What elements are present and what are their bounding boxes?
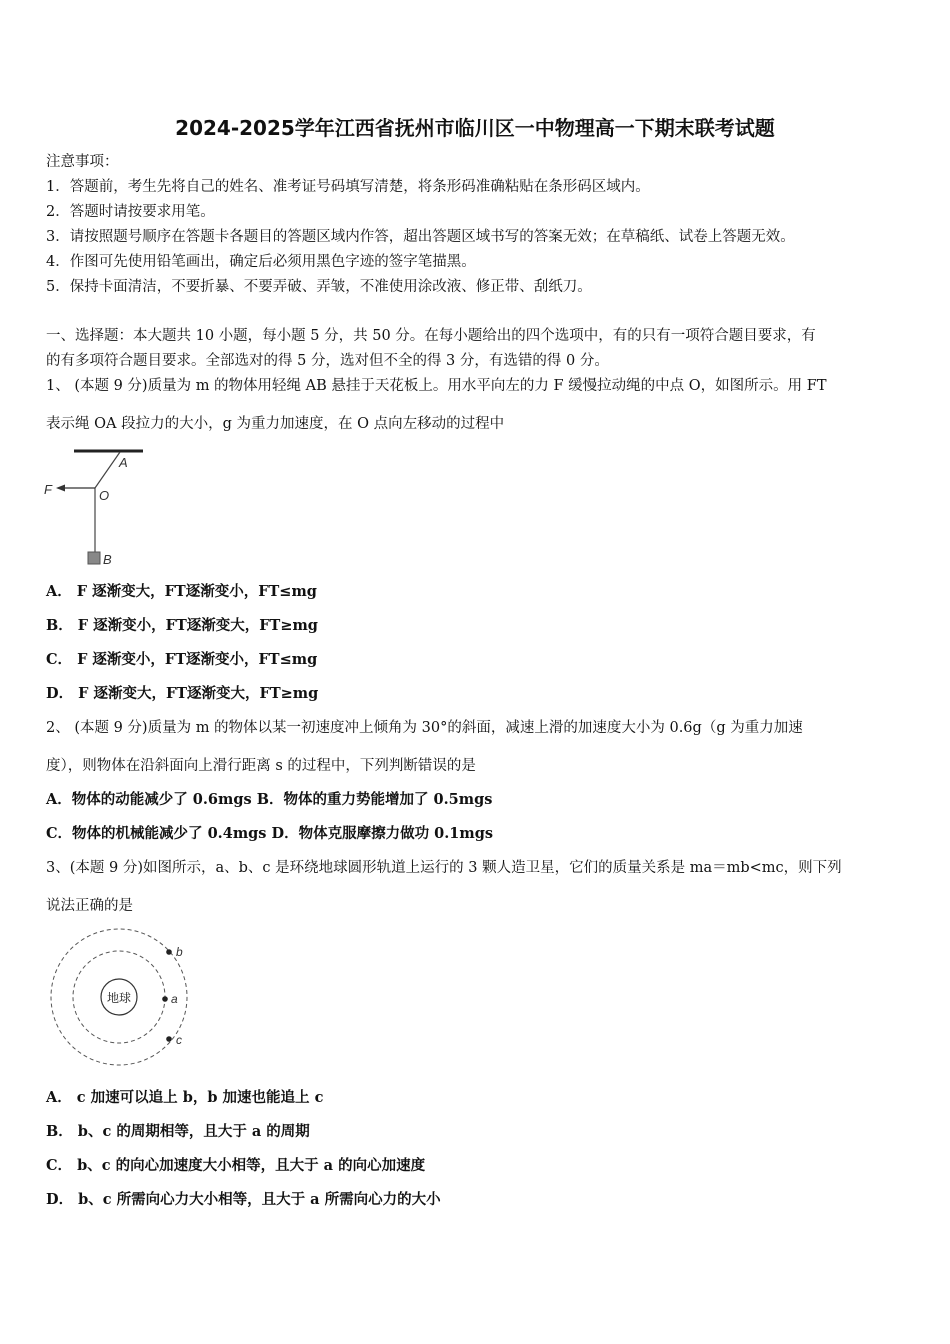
q1-option-a: A． F 逐渐变大，FT逐渐变小，FT≤mg	[46, 583, 317, 600]
q2-stem-line1: 2、 (本题 9 分)质量为 m 的物体以某一初速度冲上倾角为 30°的斜面，减速上滑的加速度大小为 0.6g（g 为重力加速	[46, 720, 803, 736]
notice-item: 3．请按照题号顺序在答题卡各题目的答题区域内作答，超出答题区域书写的答案无效；在草稿纸、试卷上答题无效。	[46, 229, 795, 245]
label-b: B	[103, 552, 112, 567]
q1-option-c: C． F 逐渐变小，FT逐渐变小，FT≤mg	[46, 651, 318, 668]
label-a: A	[119, 455, 128, 470]
q2-options-ab: A．物体的动能减少了 0.6mgs B．物体的重力势能增加了 0.5mgs	[46, 791, 493, 808]
section-intro-line2: 的有多项符合题目要求。全部选对的得 5 分，选对但不全的得 3 分，有选错的得 0 分。	[46, 353, 609, 369]
q3-figure	[44, 926, 194, 1068]
q3-option-c: C． b、c 的向心加速度大小相等，且大于 a 的向心加速度	[46, 1157, 426, 1174]
label-c: c	[176, 1033, 182, 1047]
page-title: 2024-2025学年江西省抚州市临川区一中物理高一下期末联考试题	[175, 116, 775, 140]
q3-stem-line1: 3、(本题 9 分)如图所示，a、b、c 是环绕地球圆形轨道上运行的 3 颗人造卫星，它们的质量关系是 ma＝mb<mc，则下列	[46, 860, 842, 876]
rope-oa	[95, 452, 120, 488]
satellite-b	[166, 949, 172, 955]
earth-label: 地球	[106, 991, 132, 1005]
mass-block	[88, 552, 100, 564]
q1-option-b: B． F 逐渐变小，FT逐渐变大，FT≥mg	[46, 617, 318, 634]
q1-option-d: D． F 逐渐变大，FT逐渐变大，FT≥mg	[46, 685, 319, 702]
notice-item: 1．答题前，考生先将自己的姓名、准考证号码填写清楚，将条形码准确粘贴在条形码区域内。	[46, 179, 650, 195]
notice-item: 4．作图可先使用铅笔画出，确定后必须用黑色字迹的签字笔描黑。	[46, 254, 476, 270]
q3-option-d: D． b、c 所需向心力大小相等，且大于 a 所需向心力的大小	[46, 1191, 441, 1208]
q3-stem-line2: 说法正确的是	[46, 898, 133, 914]
q1-stem-line1: 1、 (本题 9 分)质量为 m 的物体用轻绳 AB 悬挂于天花板上。用水平向左的力 F 缓慢拉动绳的中点 O，如图所示。用 FT	[46, 378, 827, 394]
label-f: F	[44, 482, 52, 497]
q3-option-a: A． c 加速可以追上 b，b 加速也能追上 c	[46, 1089, 324, 1106]
notice-item: 2．答题时请按要求用笔。	[46, 204, 215, 220]
label-b: b	[176, 945, 183, 959]
label-o: O	[99, 488, 110, 503]
force-arrow-head	[56, 485, 65, 492]
q1-stem-line2: 表示绳 OA 段拉力的大小，g 为重力加速度，在 O 点向左移动的过程中	[46, 416, 505, 432]
label-a: a	[171, 992, 178, 1006]
satellite-c	[166, 1036, 172, 1042]
satellite-a	[162, 996, 168, 1002]
notice-item: 5．保持卡面清洁，不要折暴、不要弄破、弄皱，不准使用涂改液、修正带、刮纸刀。	[46, 279, 592, 295]
q1-figure	[40, 440, 160, 570]
section-intro-line1: 一、选择题：本大题共 10 小题，每小题 5 分，共 50 分。在每小题给出的四个选项中，有的只有一项符合题目要求，有	[46, 328, 816, 344]
notice-heading: 注意事项：	[46, 154, 119, 170]
q2-options-cd: C．物体的机械能减少了 0.4mgs D．物体克服摩擦力做功 0.1mgs	[46, 825, 493, 842]
q2-stem-line2: 度），则物体在沿斜面向上滑行距离 s 的过程中，下列判断错误的是	[46, 758, 476, 774]
q3-option-b: B． b、c 的周期相等，且大于 a 的周期	[46, 1123, 310, 1140]
